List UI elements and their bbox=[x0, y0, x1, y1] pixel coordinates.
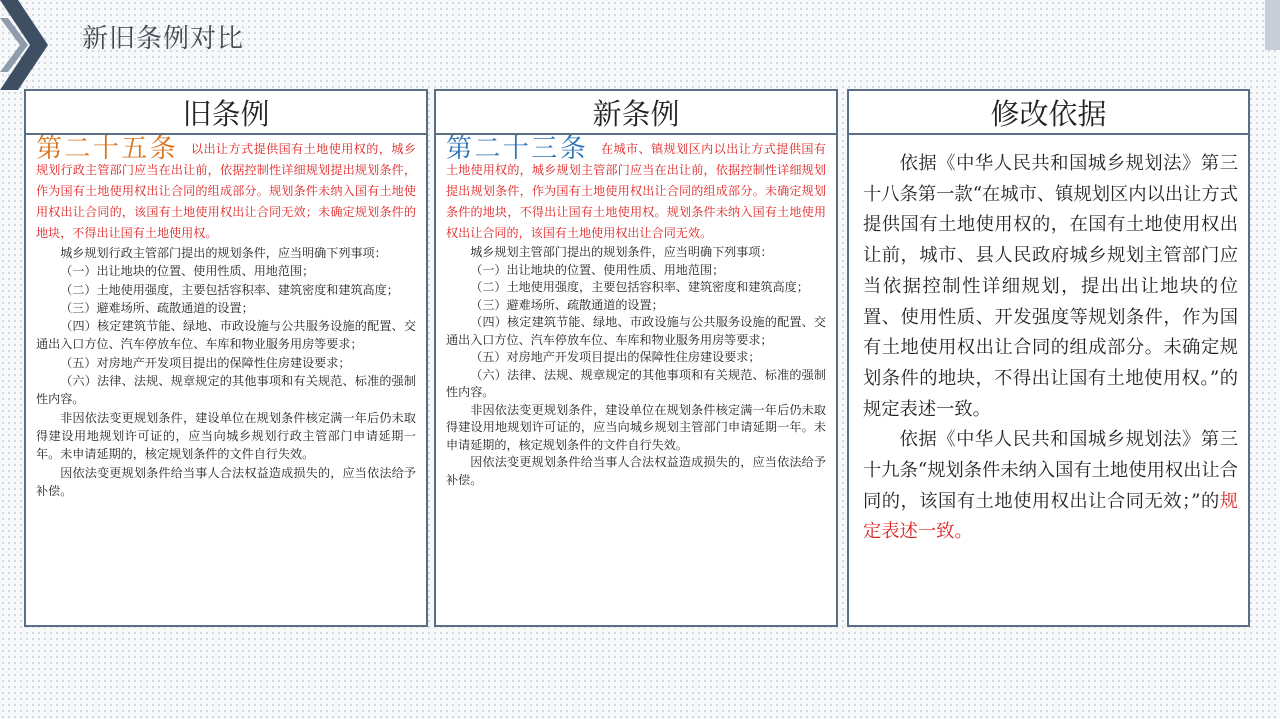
old-paragraph: （六）法律、法规、规章规定的其他事项和有关规范、标准的强制性内容。 bbox=[36, 374, 416, 407]
new-article-intro bbox=[446, 134, 826, 244]
basis-paragraph-1: 依据《中华人民共和国城乡规划法》第三十八条第一款“在城市、镇规划区内以出让方式提供国有土地使用权的，在国有土地使用权出让前，城市、县人民政府城乡规划主管部门应当依据控制性详细规划，提出出让地块的位置、使用性质、开发强度等规划条件，作为国有土地使用权出让合同的组成部分。未确定规划条件的地块，不得出让国有土地使用权。”的规定表述一致。 bbox=[863, 153, 1238, 420]
revision-basis-header: 修改依据 bbox=[849, 91, 1248, 135]
revision-basis-body bbox=[849, 135, 1248, 548]
old-regulation-body bbox=[26, 135, 426, 500]
new-paragraph: 非因依法变更规划条件，建设单位在规划条件核定满一年后仍未取得建设用地规划许可证的，应当向城乡规划主管部门申请延期一年。未申请延期的，核定规划条件的文件自行失效。 bbox=[446, 402, 826, 452]
revision-basis-panel bbox=[847, 89, 1250, 627]
new-paragraph: 因依法变更规划条件给当事人合法权益造成损失的，应当依法给予补偿。 bbox=[446, 455, 826, 487]
old-paragraph: 城乡规划行政主管部门提出的规划条件，应当明确下列事项： bbox=[60, 246, 387, 260]
new-regulation-header: 新条例 bbox=[436, 91, 836, 135]
new-paragraph: 城乡规划主管部门提出的规划条件，应当明确下列事项： bbox=[470, 245, 773, 259]
new-article-number: 第二十三条 bbox=[446, 134, 589, 164]
new-regulation-body bbox=[436, 135, 836, 489]
old-article-number: 第二十五条 bbox=[36, 134, 179, 164]
new-article-intro-text: 在城市、镇规划区内以出让方式提供国有土地使用权的，城乡规划主管部门应当在出让前，依据控制性详细规划提出规划条件，作为国有土地使用权出让合同的组成部分。未确定规划条件的地块，不得出让国有土地使用权。规划条件未纳入国有土地使用权出让合同的，该国有土地使用权出让合同无效。 bbox=[446, 142, 826, 240]
basis-paragraph-2-highlight: 规定表述一致。 bbox=[863, 490, 1238, 543]
basis-paragraph-2-main: 依据《中华人民共和国城乡规划法》第三十九条“规划条件未纳入国有土地使用权出让合同的，该国有土地使用权出让合同无效；”的 bbox=[863, 429, 1238, 512]
old-paragraph: （一）出让地块的位置、使用性质、用地范围； bbox=[60, 264, 315, 279]
old-paragraph: 因依法变更规划条件给当事人合法权益造成损失的，应当依法给予补偿。 bbox=[36, 465, 416, 498]
old-paragraph: （三）避难场所、疏散通道的设置； bbox=[60, 300, 254, 315]
corner-decoration bbox=[1265, 0, 1280, 50]
old-regulation-header: 旧条例 bbox=[26, 91, 426, 135]
old-article-intro bbox=[36, 134, 416, 244]
page-title: 新旧条例对比 bbox=[82, 24, 245, 54]
old-regulation-panel bbox=[24, 89, 428, 627]
old-paragraph: （二）土地使用强度，主要包括容积率、建筑密度和建筑高度； bbox=[60, 282, 399, 297]
old-paragraph: （五）对房地产开发项目提出的保障性住房建设要求； bbox=[60, 355, 351, 370]
new-paragraph: （六）法律、法规、规章规定的其他事项和有关规范、标准的强制性内容。 bbox=[446, 367, 826, 399]
old-article-intro-text: 以出让方式提供国有土地使用权的，城乡规划行政主管部门应当在出让前，依据控制性详细规划提出规划条件，作为国有土地使用权出让合同的组成部分。规划条件未纳入国有土地使用权出让合同的，该国有土地使用权出让合同无效；未确定规划条件的地块，不得出让国有土地使用权。 bbox=[36, 142, 416, 240]
new-paragraph: （二）土地使用强度，主要包括容积率、建筑密度和建筑高度； bbox=[470, 280, 809, 294]
basis-paragraph-2 bbox=[863, 425, 1238, 548]
new-paragraph: （四）核定建筑节能、绿地、市政设施与公共服务设施的配置、交通出入口方位、汽车停放车位、车库和物业服务用房等要求； bbox=[446, 315, 826, 347]
new-paragraph: （五）对房地产开发项目提出的保障性住房建设要求； bbox=[470, 350, 761, 364]
chevron-decoration-icon bbox=[0, 0, 52, 90]
old-paragraph: 非因依法变更规划条件，建设单位在规划条件核定满一年后仍未取得建设用地规划许可证的，应当向城乡规划行政主管部门申请延期一年。未申请延期的，核定规划条件的文件自行失效。 bbox=[36, 410, 416, 462]
new-paragraph: （一）出让地块的位置、使用性质、用地范围； bbox=[470, 262, 725, 277]
new-paragraph: （三）避难场所、疏散通道的设置； bbox=[470, 297, 664, 312]
old-paragraph: （四）核定建筑节能、绿地、市政设施与公共服务设施的配置、交通出入口方位、汽车停放车位、车库和物业服务用房等要求； bbox=[36, 319, 416, 352]
new-regulation-panel bbox=[434, 89, 838, 627]
